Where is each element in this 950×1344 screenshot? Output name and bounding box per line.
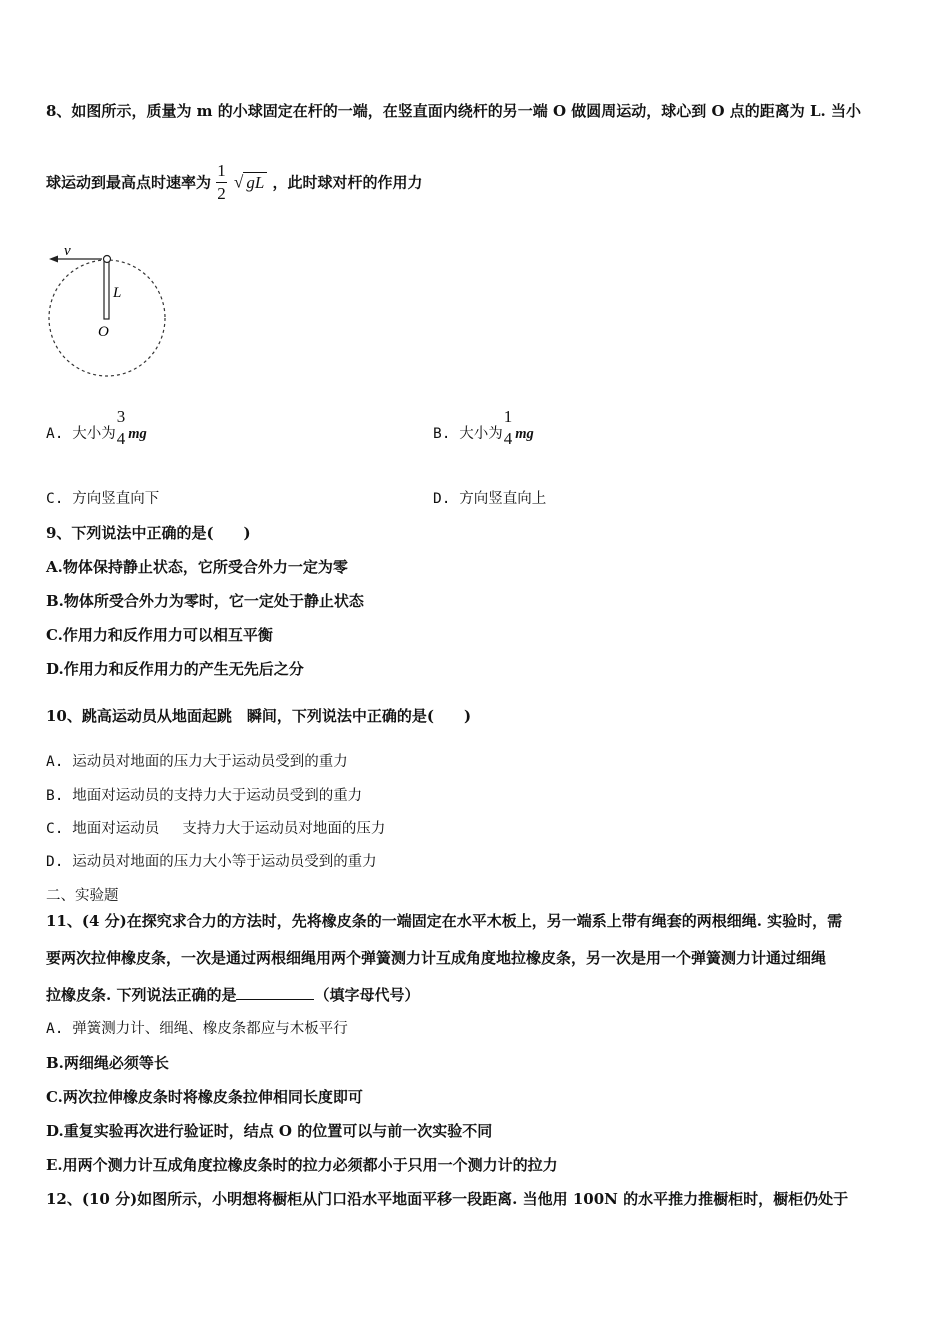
q11-stem-line3-prefix: 拉橡皮条. 下列说法正确的是	[46, 986, 237, 1004]
q11-stem-line3-suffix: （填字母代号）	[314, 986, 420, 1004]
q8-option-b-num: 1	[503, 407, 513, 426]
q8-option-b-prefix: B. 大小为	[433, 426, 503, 442]
q10-stem: 10、跳高运动员从地面起跳 瞬间，下列说法中正确的是( )	[46, 707, 472, 725]
q10-option-d: D. 运动员对地面的压力大小等于运动员受到的重力	[46, 854, 377, 870]
q11-option-d: D.重复实验再次进行验证时，结点 O 的位置可以与前一次实验不同	[46, 1122, 493, 1140]
q11-stem-line3	[46, 985, 419, 1005]
q9-option-c: C.作用力和反作用力可以相互平衡	[46, 626, 273, 644]
q10-option-b: B. 地面对运动员的支持力大于运动员受到的重力	[46, 788, 363, 804]
L-label: L	[113, 285, 122, 301]
q8-stem-line2	[46, 160, 423, 220]
q11-stem-line1: 11、(4 分)在探究求合力的方法时，先将橡皮条的一端固定在水平木板上，另一端系上带有绳套的两根细绳. 实验时，需	[46, 912, 843, 930]
q9-stem: 9、下列说法中正确的是( )	[46, 524, 251, 542]
q8-option-a-prefix: A. 大小为	[46, 426, 116, 442]
q12-stem-line1: 12、(10 分)如图所示，小明想将橱柜从门口沿水平地面平移一段距离. 当他用 100N 的水平推力推橱柜时，橱柜仍处于	[46, 1190, 849, 1208]
q8-option-a	[46, 406, 147, 456]
q8-stem-line2-prefix: 球运动到最高点时速率为	[46, 173, 212, 192]
q8-option-a-num: 3	[116, 407, 126, 426]
answer-blank[interactable]	[236, 985, 314, 1000]
velocity-arrow-head	[49, 256, 58, 263]
q8-frac-denominator: 2	[217, 184, 226, 203]
rod	[104, 260, 109, 319]
q8-figure	[44, 240, 174, 380]
q8-option-b-unit: mg	[515, 426, 534, 442]
q8-stem-line2-suffix: ，此时球对杆的作用力	[272, 173, 423, 192]
q8-option-b-fraction	[503, 406, 514, 450]
section-heading: 二、实验题	[46, 888, 119, 904]
q11-option-c: C.两次拉伸橡皮条时将橡皮条拉伸相同长度即可	[46, 1088, 363, 1106]
q8-stem-line1: 8、如图所示，质量为 m 的小球固定在杆的一端，在竖直面内绕杆的另一端 O 做圆周运动，球心到 O 点的距离为 L. 当小	[46, 102, 861, 120]
ball	[104, 256, 111, 263]
q8-option-a-fraction	[116, 406, 127, 450]
q8-option-d: D. 方向竖直向上	[433, 491, 547, 507]
q8-sqrt-arg: gL	[243, 172, 267, 192]
q9-option-d: D.作用力和反作用力的产生无先后之分	[46, 660, 304, 678]
q8-option-c: C. 方向竖直向下	[46, 491, 160, 507]
q10-option-a: A. 运动员对地面的压力大于运动员受到的重力	[46, 754, 348, 770]
q11-option-e: E.用两个测力计互成角度拉橡皮条时的拉力必须都小于只用一个测力计的拉力	[46, 1156, 558, 1174]
q11-option-b: B.两细绳必须等长	[46, 1054, 169, 1072]
q8-option-a-den: 4	[116, 429, 126, 448]
q9-option-b: B.物体所受合外力为零时，它一定处于静止状态	[46, 592, 364, 610]
q8-speed-fraction	[216, 160, 227, 205]
q8-option-a-unit: mg	[128, 426, 147, 442]
O-label: O	[98, 324, 109, 340]
q8-frac-numerator: 1	[216, 160, 227, 183]
q8-option-b	[433, 406, 534, 456]
q8-sqrt: √ gL	[234, 172, 267, 192]
q9-option-a: A.物体保持静止状态，它所受合外力一定为零	[46, 558, 348, 576]
q10-option-c: C. 地面对运动员 支持力大于运动员对地面的压力	[46, 821, 386, 837]
q11-stem-line2: 要两次拉伸橡皮条，一次是通过两根细绳用两个弹簧测力计互成角度地拉橡皮条，另一次是用一个弹簧测力计通过细绳	[46, 949, 827, 967]
q11-option-a: A. 弹簧测力计、细绳、橡皮条都应与木板平行	[46, 1021, 348, 1037]
v-label: v	[64, 243, 71, 259]
q8-option-b-den: 4	[503, 429, 513, 448]
